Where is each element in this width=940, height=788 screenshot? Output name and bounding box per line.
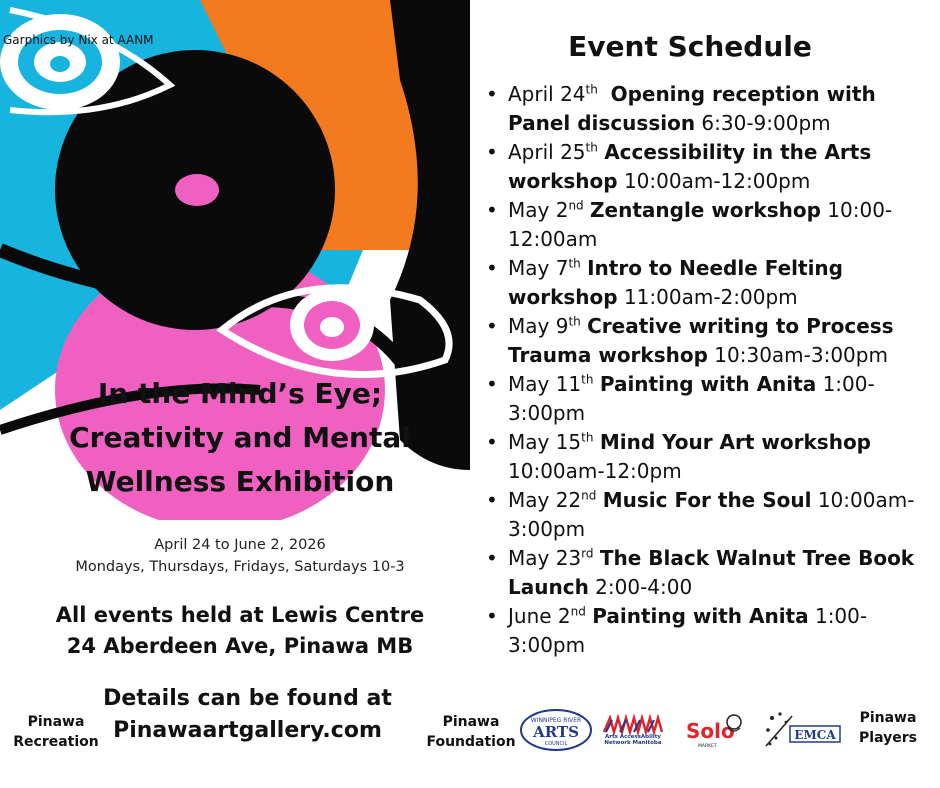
event-date: June 2	[508, 604, 571, 628]
event-item	[480, 80, 940, 138]
date-suffix: rd	[581, 546, 594, 561]
event-date: May 7	[508, 256, 569, 280]
venue-line-1: All events held at Lewis Centre	[55, 603, 425, 627]
logo-text-top: WINNIPEG RIVER	[530, 717, 582, 724]
date-suffix: nd	[568, 198, 584, 213]
solo-sub-text: MARKET	[698, 744, 717, 749]
event-time: 10:00am-12:00pm	[623, 169, 811, 193]
exhibition-title	[40, 372, 440, 504]
event-date: April 25	[508, 140, 586, 164]
title-line-3: Wellness Exhibition	[85, 465, 395, 498]
event-time: 10:00am-12:0pm	[508, 459, 682, 483]
event-item	[480, 428, 940, 486]
event-schedule-list	[480, 80, 940, 660]
date-suffix: th	[581, 430, 594, 445]
arts-council-logo	[519, 708, 593, 752]
event-name: Painting with Anita	[599, 372, 817, 396]
date-suffix: th	[585, 140, 598, 155]
title-line-2: Creativity and Mental	[69, 421, 411, 454]
sponsor-line: Recreation	[13, 734, 99, 750]
sponsor-line: Pinawa	[859, 710, 917, 726]
event-time: 10:00am-3:00pm	[508, 488, 915, 541]
event-item	[480, 486, 940, 544]
event-item	[480, 370, 940, 428]
event-name: The Black Walnut Tree Book Launch	[508, 546, 915, 599]
event-date: May 9	[508, 314, 569, 338]
solo-market-logo	[684, 710, 744, 750]
event-time: 10:00-12:00am	[508, 198, 893, 251]
event-date: May 15	[508, 430, 582, 454]
schedule-title: Event Schedule	[568, 30, 812, 63]
website-link[interactable]: Pinawaartgallery.com	[113, 718, 382, 743]
aanm-line-1: Arts AccessAbility	[605, 734, 661, 740]
event-name: Opening reception with Panel discussion	[508, 82, 876, 135]
event-item	[480, 312, 940, 370]
title-line-1: In the Mind’s Eye;	[97, 377, 383, 410]
event-time: 11:00am-2:00pm	[623, 285, 798, 309]
event-name: Zentangle workshop	[590, 198, 821, 222]
aanm-line-2: Network Manitoba	[604, 740, 662, 746]
sponsor-pinawa-recreation	[10, 712, 102, 752]
date-suffix: nd	[570, 604, 586, 619]
date-suffix: th	[568, 256, 581, 271]
sponsor-line: Pinawa	[27, 714, 85, 730]
event-item	[480, 196, 940, 254]
date-suffix: th	[585, 82, 598, 97]
logo-text-bottom: COUNCIL	[544, 741, 568, 747]
graphics-credit: Garphics by Nix at AANM	[3, 33, 154, 47]
sponsor-line: Players	[859, 730, 917, 746]
aanm-logo	[600, 712, 666, 746]
event-date: May 11	[508, 372, 582, 396]
date-suffix: nd	[581, 488, 597, 503]
event-time: 10:30am-3:00pm	[714, 343, 888, 367]
event-item	[480, 544, 940, 602]
event-name: Intro to Needle Felting workshop	[508, 256, 843, 309]
venue-info	[45, 600, 435, 662]
event-time: 1:00-3:00pm	[508, 604, 868, 657]
date-range: April 24 to June 2, 2026	[154, 537, 326, 553]
details-line-1: Details can be found at	[103, 686, 392, 711]
event-date: May 2	[508, 198, 569, 222]
date-suffix: th	[581, 372, 594, 387]
sponsor-line: Foundation	[426, 734, 516, 750]
event-name: Mind Your Art workshop	[599, 430, 871, 454]
date-suffix: th	[568, 314, 581, 329]
venue-line-2: 24 Aberdeen Ave, Pinawa MB	[66, 634, 414, 658]
event-time: 6:30-9:00pm	[701, 111, 831, 135]
event-name: Creative writing to Process Trauma workshop	[508, 314, 894, 367]
event-name: Music For the Soul	[602, 488, 812, 512]
event-name: Accessibility in the Arts workshop	[508, 140, 872, 193]
event-item	[480, 254, 940, 312]
sponsor-line: Pinawa	[442, 714, 500, 730]
logo-text-main: ARTS	[533, 723, 579, 741]
sponsor-pinawa-players	[848, 708, 928, 748]
details-info	[95, 683, 400, 747]
solo-text: Solo	[686, 719, 735, 743]
event-date: May 23	[508, 546, 582, 570]
event-name: Painting with Anita	[592, 604, 809, 628]
emca-logo	[762, 708, 842, 752]
emca-text: EMCA	[794, 728, 836, 742]
event-date: April 24	[508, 82, 586, 106]
exhibition-dates	[50, 534, 430, 578]
event-item	[480, 138, 940, 196]
sponsor-pinawa-foundation	[425, 712, 517, 752]
event-time: 1:00-3:00pm	[508, 372, 875, 425]
event-item	[480, 602, 940, 660]
opening-hours: Mondays, Thursdays, Fridays, Saturdays 10-3	[75, 559, 405, 575]
event-date: May 22	[508, 488, 582, 512]
event-time: 2:00-4:00	[595, 575, 693, 599]
